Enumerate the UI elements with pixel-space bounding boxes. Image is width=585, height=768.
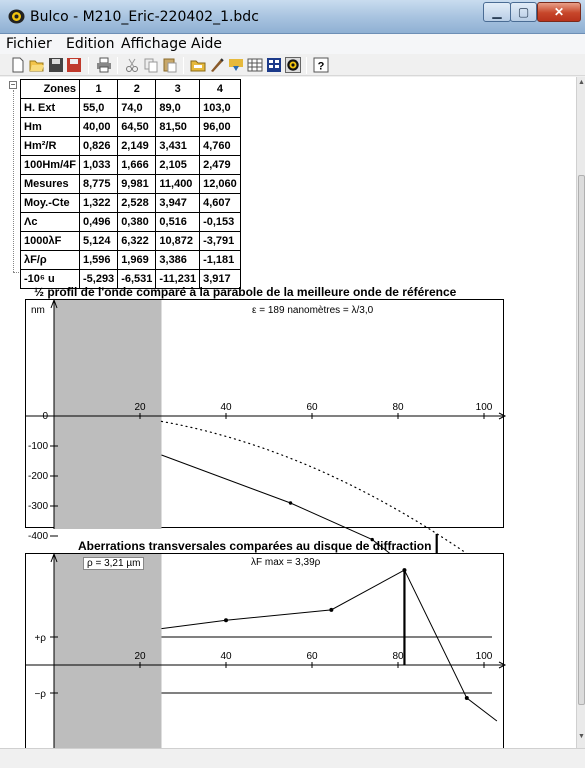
header-zones: Zones bbox=[21, 80, 80, 99]
table-row bbox=[21, 175, 241, 194]
x-tick-label: 20 bbox=[134, 651, 146, 662]
table-cell: 0,380 bbox=[118, 213, 156, 232]
menu-aide[interactable]: Aide bbox=[191, 36, 222, 52]
chart1-title: ½ profil de l'onde comparé à la parabole de la meilleure onde de référence bbox=[34, 285, 457, 299]
status-bar bbox=[0, 748, 585, 768]
table-cell: 4,760 bbox=[200, 137, 241, 156]
folder-icon[interactable] bbox=[190, 57, 206, 73]
row-label: λF/ρ bbox=[21, 251, 80, 270]
minimize-button[interactable]: ▁ bbox=[483, 2, 511, 22]
row-label: Hm bbox=[21, 118, 80, 137]
collapse-icon[interactable]: − bbox=[10, 80, 16, 89]
table-cell: 3,386 bbox=[156, 251, 200, 270]
scroll-up-icon[interactable]: ▲ bbox=[578, 79, 585, 86]
table-cell: 1,322 bbox=[79, 194, 117, 213]
row-label: H. Ext bbox=[21, 99, 80, 118]
toolbar bbox=[0, 54, 585, 76]
header-zone-3: 3 bbox=[156, 80, 200, 99]
grid-icon[interactable] bbox=[247, 57, 263, 73]
scroll-down-icon[interactable]: ▼ bbox=[578, 733, 585, 740]
table-cell: 2,149 bbox=[118, 137, 156, 156]
paste-icon[interactable] bbox=[162, 57, 178, 73]
row-label: 1000λF bbox=[21, 232, 80, 251]
table-cell: 55,0 bbox=[79, 99, 117, 118]
y-tick-label: -200 bbox=[27, 471, 48, 482]
table-cell: -1,181 bbox=[200, 251, 241, 270]
table-cell: 0,516 bbox=[156, 213, 200, 232]
table-row bbox=[21, 251, 241, 270]
chart2-annotation: λF max = 3,39ρ bbox=[251, 557, 321, 568]
obstruction-region bbox=[54, 300, 162, 529]
scroll-thumb[interactable] bbox=[578, 175, 585, 705]
tree-line bbox=[13, 90, 14, 272]
table-cell: -11,231 bbox=[156, 270, 200, 289]
table-cell: 103,0 bbox=[200, 99, 241, 118]
toolbar-separator bbox=[306, 57, 307, 74]
aberration-point bbox=[465, 696, 469, 700]
toolbar-separator bbox=[117, 57, 118, 74]
x-tick-label: 80 bbox=[392, 402, 404, 413]
table-cell: 1,969 bbox=[118, 251, 156, 270]
table-cell: 0,826 bbox=[79, 137, 117, 156]
table-cell: 3,947 bbox=[156, 194, 200, 213]
y-tick-label: -100 bbox=[27, 441, 48, 452]
x-tick-label: 100 bbox=[475, 651, 493, 662]
table-row bbox=[21, 137, 241, 156]
table-cell: -0,153 bbox=[200, 213, 241, 232]
row-label: Mesures bbox=[21, 175, 80, 194]
y-tick-label: −ρ bbox=[34, 689, 46, 700]
table-row bbox=[21, 213, 241, 232]
row-label: Λc bbox=[21, 213, 80, 232]
table-cell: 40,00 bbox=[79, 118, 117, 137]
aberration-chart bbox=[25, 553, 504, 753]
table-cell: -3,791 bbox=[200, 232, 241, 251]
wavefront-chart bbox=[25, 299, 504, 542]
chart1-unit: nm bbox=[31, 305, 45, 316]
toolbar-separator bbox=[183, 57, 184, 74]
open-icon[interactable] bbox=[29, 57, 45, 73]
aberration-line bbox=[162, 570, 497, 721]
row-label: -10⁶ u bbox=[21, 270, 80, 289]
table-cell: 3,431 bbox=[156, 137, 200, 156]
table-cell: 5,124 bbox=[79, 232, 117, 251]
x-tick-label: 60 bbox=[306, 402, 318, 413]
menu-bar bbox=[0, 34, 585, 54]
y-tick-label: +ρ bbox=[34, 633, 46, 644]
profile-point bbox=[289, 501, 292, 504]
tree-elbow bbox=[13, 272, 19, 273]
table-cell: 1,033 bbox=[79, 156, 117, 175]
header-zone-2: 2 bbox=[118, 80, 156, 99]
window-title: Bulco - M210_Eric-220402_1.bdc bbox=[30, 9, 259, 25]
row-label: Moy.-Cte bbox=[21, 194, 80, 213]
new-icon[interactable] bbox=[10, 57, 26, 73]
table-cell: 89,0 bbox=[156, 99, 200, 118]
columns-icon[interactable] bbox=[266, 57, 282, 73]
table-cell: 2,479 bbox=[200, 156, 241, 175]
brush-icon[interactable] bbox=[209, 57, 225, 73]
save-icon[interactable] bbox=[48, 57, 64, 73]
table-cell: 2,105 bbox=[156, 156, 200, 175]
table-cell: 96,00 bbox=[200, 118, 241, 137]
table-cell: -6,531 bbox=[118, 270, 156, 289]
cut-icon[interactable] bbox=[124, 57, 140, 73]
table-cell: 8,775 bbox=[79, 175, 117, 194]
table-cell: -5,293 bbox=[79, 270, 117, 289]
x-tick-label: 60 bbox=[306, 651, 318, 662]
table-cell: 1,596 bbox=[79, 251, 117, 270]
table-cell: 3,917 bbox=[200, 270, 241, 289]
menu-affichage[interactable]: Affichage bbox=[121, 36, 187, 52]
chart1-annotation: ε = 189 nanomètres = λ/3,0 bbox=[252, 305, 374, 316]
x-tick-label: 40 bbox=[220, 651, 232, 662]
maximize-button[interactable]: ▢ bbox=[510, 2, 537, 22]
menu-fichier[interactable]: Fichier bbox=[6, 36, 52, 52]
target-icon[interactable] bbox=[285, 57, 301, 73]
row-label: 100Hm/4F bbox=[21, 156, 80, 175]
aberration-point bbox=[329, 608, 333, 612]
table-cell: 81,50 bbox=[156, 118, 200, 137]
table-cell: 0,496 bbox=[79, 213, 117, 232]
table-header-row bbox=[21, 80, 241, 99]
x-tick-label: 40 bbox=[220, 402, 232, 413]
table-row bbox=[21, 194, 241, 213]
aberration-chart-svg bbox=[26, 554, 505, 754]
y-tick-label: -400 bbox=[27, 531, 48, 542]
close-button[interactable]: ✕ bbox=[537, 2, 581, 22]
table-cell: 74,0 bbox=[118, 99, 156, 118]
save-red-icon[interactable] bbox=[66, 57, 82, 73]
table-cell: 12,060 bbox=[200, 175, 241, 194]
svg-text:?: ? bbox=[317, 60, 325, 73]
menu-edition[interactable]: Edition bbox=[66, 36, 115, 52]
table-cell: 2,528 bbox=[118, 194, 156, 213]
help-icon[interactable] bbox=[313, 57, 329, 73]
table-row bbox=[21, 232, 241, 251]
table-row bbox=[21, 118, 241, 137]
zones-table bbox=[20, 79, 241, 289]
wavefront-chart-svg bbox=[26, 300, 505, 542]
table-cell: 64,50 bbox=[118, 118, 156, 137]
table-cell: 1,666 bbox=[118, 156, 156, 175]
table-cell: 9,981 bbox=[118, 175, 156, 194]
header-zone-4: 4 bbox=[200, 80, 241, 99]
x-tick-label: 80 bbox=[392, 651, 404, 662]
x-tick-label: 20 bbox=[134, 402, 146, 413]
table-cell: 6,322 bbox=[118, 232, 156, 251]
copy-icon[interactable] bbox=[143, 57, 159, 73]
print-icon[interactable] bbox=[96, 57, 112, 73]
chart2-title: Aberrations transversales comparées au disque de diffraction bbox=[78, 539, 432, 553]
arrow-down-icon[interactable] bbox=[228, 57, 244, 73]
x-tick-label: 100 bbox=[475, 402, 493, 413]
y-tick-label: 0 bbox=[42, 411, 48, 422]
table-row bbox=[21, 99, 241, 118]
table-cell: 4,607 bbox=[200, 194, 241, 213]
vertical-scrollbar[interactable] bbox=[576, 77, 585, 748]
app-logo-icon bbox=[8, 9, 25, 24]
document-view[interactable] bbox=[0, 77, 576, 748]
toolbar-separator bbox=[88, 57, 89, 74]
row-label: Hm²/R bbox=[21, 137, 80, 156]
title-bar bbox=[0, 0, 585, 34]
rho-value-label: ρ = 3,21 µm bbox=[83, 557, 144, 570]
table-cell: 10,872 bbox=[156, 232, 200, 251]
aberration-point bbox=[224, 618, 228, 622]
y-tick-label: -300 bbox=[27, 501, 48, 512]
table-cell: 11,400 bbox=[156, 175, 200, 194]
table-row bbox=[21, 156, 241, 175]
header-zone-1: 1 bbox=[79, 80, 117, 99]
